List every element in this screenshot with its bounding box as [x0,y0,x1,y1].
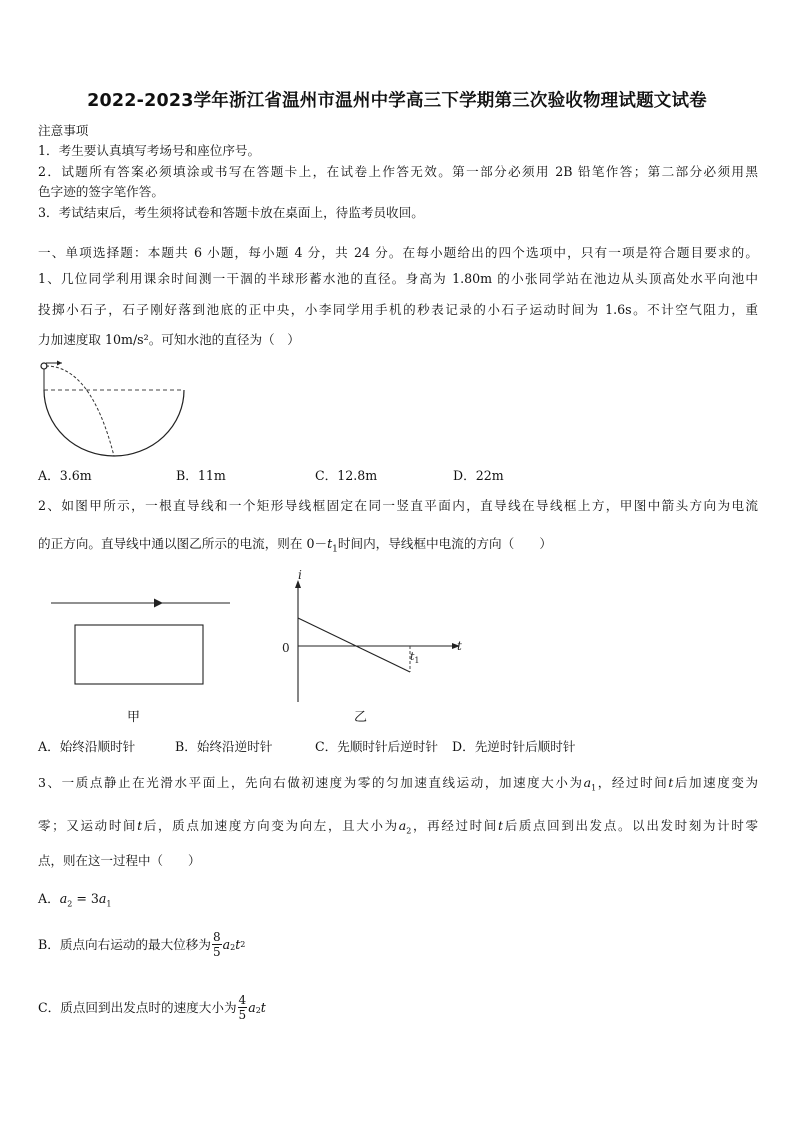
q1-text-line: 投掷小石子，石子刚好落到池底的正中央，小李同学用手机的秒表记录的小石子运动时间为 1.6s。不计空气阻力，重 [38,302,758,317]
q3-option-label: A． [38,891,60,906]
q2-option-a: A．始终沿顺时针 [38,739,136,754]
t-axis-label: t [457,639,462,653]
t1-var: t [410,650,415,663]
q3-text-part: 3、一质点静止在光滑水平面上，先向右做初速度为零的匀加速直线运动，加速度大小为 [38,775,584,790]
fraction [238,993,248,1022]
q2-text-line: 2、如图甲所示，一根直导线和一个矩形导线框固定在同一竖直平面内，直导线在导线框上方，甲图中箭头方向为电流 [38,498,758,513]
q3-text-line: 点，则在这一过程中（ ） [38,853,201,868]
q3-var-a: a [59,891,68,906]
pool-hemisphere [44,390,184,456]
q2-option-d: D．先逆时针后顺时针 [452,739,576,754]
q1-text-line: 力加速度取 10m/s²。可知水池的直径为（ ） [38,332,300,347]
figure-yi-label: 乙 [354,710,368,725]
figure-jia-label: 甲 [127,710,141,725]
q3-text-part: 零；又运动时间 [38,818,138,833]
fraction [212,930,222,959]
q2-option-b: B．始终沿逆时针 [175,739,273,754]
q3-option-label: B．质点向右运动的最大位移为 [38,936,211,952]
notice-item: 1．考生要认真填写考场号和座位序号。 [38,143,261,158]
notice-item: 色字迹的签字笔作答。 [38,184,164,199]
q3-option-b [38,930,245,959]
q3-var-t: t [668,775,674,790]
i-axis-label: i [298,568,302,582]
q3-sub: 2 [255,1006,261,1015]
q3-text-part: ，经过时间 [596,775,669,790]
q3-var-t: t [235,936,241,952]
q2-figure-yi [276,566,472,706]
q1-pool-diagram [36,358,190,460]
q1-text-line: 1、几位同学利用课余时间测一干涸的半球形蓄水池的直径。身高为 1.80m 的小张同学站在池边从头顶高处水平向池中 [38,271,758,286]
q2-var-t: t [327,536,333,551]
q3-var-a: a [98,891,107,906]
q1-option-b: B．11m [176,468,226,483]
q3-var-a: a [248,999,256,1015]
q3-var-a: a [222,936,231,952]
q2-text-line [38,535,758,559]
q3-relation: = 3 [72,891,99,906]
q3-option-a [38,890,112,914]
q3-sub: 1 [106,899,112,909]
q3-sub: 2 [67,899,73,909]
q2-var-sub: 1 [332,544,338,555]
q3-option-label: C．质点回到出发点时的速度大小为 [38,999,237,1015]
wire-frame-rectangle [75,625,203,684]
q3-sub: 2 [230,943,236,952]
fraction-denominator: 5 [212,945,221,959]
q3-var-a: a [398,818,407,833]
current-line [298,618,410,672]
q3-text-part: ，再经过时间 [411,818,498,833]
notice-item: 3．考试结束后，考生须将试卷和答题卡放在桌面上，待监考员收回。 [38,205,424,220]
q3-text-part: 后质点回到出发点。以出发时刻为计时零 [503,818,758,833]
q2-text-part: 时间内，导线框中电流的方向（ ） [337,536,552,551]
fraction-denominator: 5 [238,1008,247,1022]
q2-text-part: 的正方向。直导线中通以图乙所示的电流，则在 0－ [38,536,328,551]
q2-option-c: C．先顺时针后逆时针 [315,739,438,754]
q3-text-line [38,817,758,841]
notice-item: 2．试题所有答案必须填涂或书写在答题卡上，在试卷上作答无效。第一部分必须用 2B 铅笔作答；第二部分必须用黑 [38,164,758,179]
t1-label [410,650,420,665]
q3-var-t: t [260,999,266,1015]
q3-var-a: a [583,775,592,790]
q1-option-d: D．22m [453,468,504,483]
q3-option-c [38,993,266,1022]
q1-option-c: C．12.8m [315,468,378,483]
q3-text-line [38,774,758,798]
fraction-numerator: 4 [238,993,247,1007]
t1-sub: 1 [414,656,420,665]
q3-sup: 2 [240,940,246,949]
q3-var-t: t [137,818,143,833]
q2-figure-jia [48,592,238,692]
q3-sub: 2 [406,826,412,836]
page-title: 2022-2023学年浙江省温州市温州中学高三下学期第三次验收物理试题文试卷 [87,91,707,111]
origin-label: 0 [282,641,290,655]
q3-var-t: t [498,818,504,833]
notice-heading: 注意事项 [38,123,89,138]
stone-trajectory [46,366,114,456]
q1-option-a: A．3.6m [38,468,92,483]
section-header: 一、单项选择题：本题共 6 小题，每小题 4 分，共 24 分。在每小题给出的四个选项中，只有一项是符合题目要求的。 [38,245,758,260]
q3-sub: 1 [591,783,597,793]
q3-text-part: 后，质点加速度方向变为向左，且大小为 [142,818,399,833]
q3-text-part: 后加速度变为 [673,775,758,790]
current-direction-arrow [154,599,163,608]
arrow-head [57,361,62,366]
fraction-numerator: 8 [212,930,221,944]
